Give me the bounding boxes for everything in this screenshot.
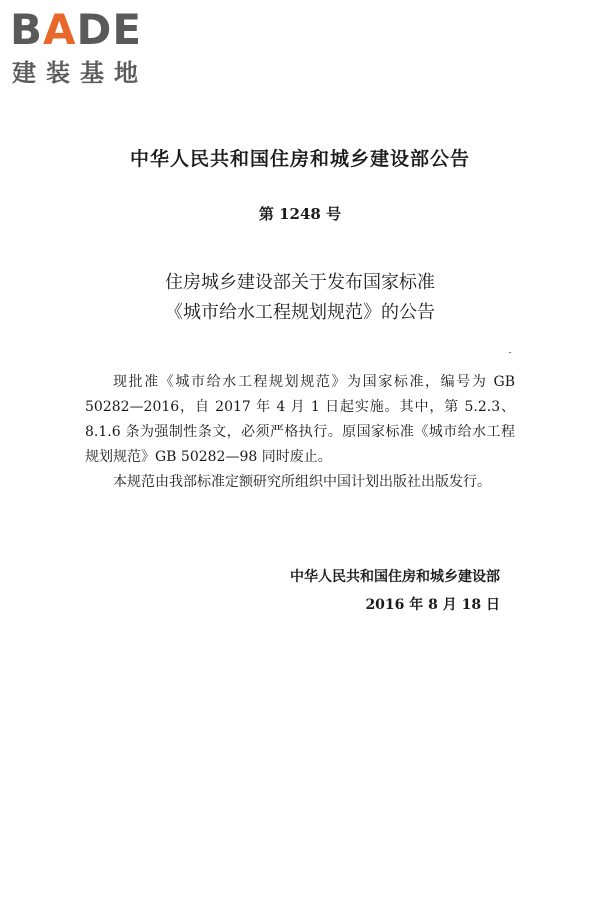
announcement-header: 中华人民共和国住房和城乡建设部公告 bbox=[129, 148, 470, 170]
title-line-2: 《城市给水工程规划规范》的公告 bbox=[165, 302, 435, 323]
body-paragraph-2: 本规范由我部标准定额研究所组织中国计划出版社出版发行。 bbox=[113, 474, 491, 490]
issue-date: 2016 年 8 月 18 日 bbox=[365, 597, 500, 613]
scan-speck bbox=[509, 352, 511, 353]
title-line-1: 住房城乡建设部关于发布国家标准 bbox=[165, 272, 435, 293]
announcement-number: 第 1248 号 bbox=[258, 205, 342, 223]
bade-logo bbox=[10, 6, 180, 92]
issuer-name: 中华人民共和国住房和城乡建设部 bbox=[290, 569, 500, 585]
logo-wordmark bbox=[10, 6, 142, 54]
announcement-body bbox=[85, 370, 515, 495]
announcement-title bbox=[0, 268, 600, 328]
logo-letter-b: B bbox=[10, 5, 44, 54]
logo-letter-a: A bbox=[43, 5, 77, 54]
logo-letters-de: DE bbox=[76, 5, 143, 54]
logo-subtitle: 建装基地 bbox=[12, 59, 148, 87]
body-paragraph-1: 现批准《城市给水工程规划规范》为国家标准，编号为 GB 50282—2016，自 2017 年 4 月 1 日起实施。其中，第 5.2.3、8.1.6 条为强制性条文，必须严格执行。原国家标准《城市给水工程规划规范》GB 50282—98 同时废止。 bbox=[85, 374, 515, 465]
